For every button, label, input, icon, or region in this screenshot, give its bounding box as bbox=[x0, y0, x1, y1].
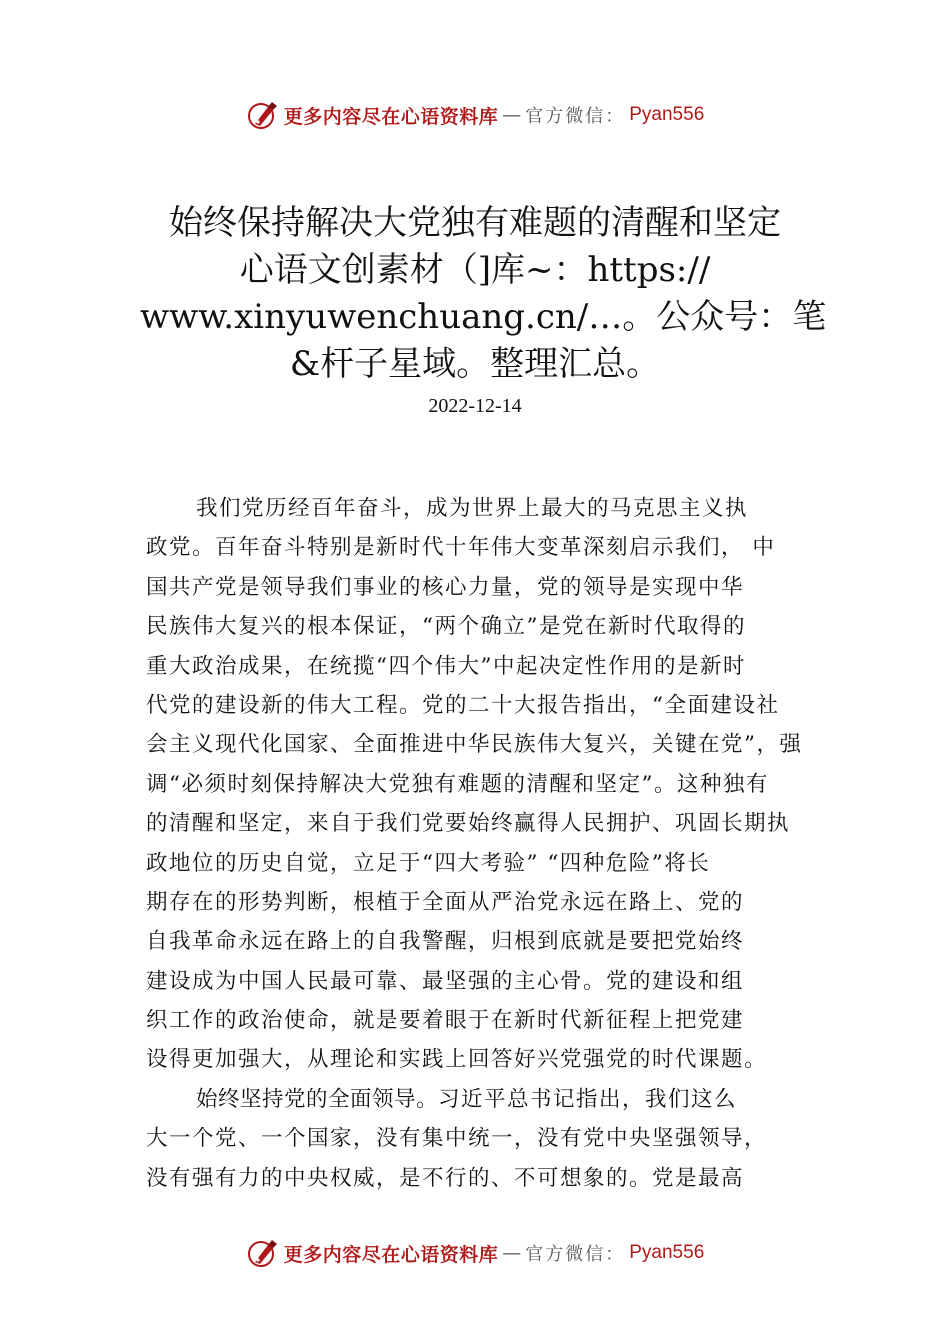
body-line: 设得更加强大，从理论和实践上回答好兴党强党的时代课题。 bbox=[146, 1047, 768, 1073]
title-line: www.xinyuwenchuang.cn/…。公众号：笔 bbox=[140, 297, 827, 337]
body-line-text: 习近平总书记指出，我们这么 bbox=[438, 1086, 738, 1112]
body-line: 建设成为中国人民最可靠、最坚强的主心骨。党的建设和组 bbox=[146, 968, 745, 994]
document-title bbox=[140, 200, 827, 388]
body-line: 政党。百年奋斗特别是新时代十年伟大变革深刻启示我们， 中 bbox=[146, 535, 776, 561]
body-line: 民族伟大复兴的根本保证，“两个确立”是党在新时代取得的 bbox=[146, 614, 746, 640]
footer-watermark bbox=[0, 1233, 950, 1273]
title-line: 心语文创素材（]库~：https:// bbox=[239, 250, 711, 290]
brand-text: 更多内容尽在心语资料库 bbox=[283, 1243, 499, 1266]
header-watermark bbox=[0, 95, 950, 135]
brand-text: 更多内容尽在心语资料库 bbox=[283, 105, 499, 128]
body-line: 政地位的历史自觉，立足于“四大考验” “四种危险”将长 bbox=[146, 850, 711, 876]
banner-dash: — bbox=[502, 104, 522, 126]
title-line: 始终保持解决大党独有难题的清醒和坚定 bbox=[169, 203, 781, 243]
wechat-id: Pyan556 bbox=[629, 1242, 705, 1263]
pen-nib-icon bbox=[246, 98, 280, 132]
body-line: 织工作的政治使命，就是要着眼于在新时代新征程上把党建 bbox=[146, 1008, 745, 1034]
body-line: 自我革命永远在路上的自我警醒，归根到底就是要把党始终 bbox=[146, 929, 745, 955]
banner-dash: — bbox=[502, 1242, 522, 1264]
wechat-label: 官方微信： bbox=[525, 106, 626, 127]
title-line: &杆子星域。整理汇总。 bbox=[289, 344, 661, 384]
document-date: 2022-12-14 bbox=[428, 395, 522, 417]
body-line: 调“必须时刻保持解决大党独有难题的清醒和坚定”。这种独有 bbox=[146, 771, 769, 797]
wechat-label: 官方微信： bbox=[525, 1244, 626, 1265]
pen-nib-icon bbox=[246, 1236, 280, 1270]
body-line: 的清醒和坚定，来自于我们党要始终赢得人民拥护、巩固长期执 bbox=[146, 811, 791, 837]
body-line: 我们党历经百年奋斗，成为世界上最大的马克思主义执 bbox=[196, 496, 749, 521]
body-line: 大一个党、一个国家，没有集中统一，没有党中央坚强领导， bbox=[146, 1126, 768, 1152]
body-line: 国共产党是领导我们事业的核心力量，党的领导是实现中华 bbox=[146, 574, 745, 600]
body-line: 重大政治成果，在统揽“四个伟大”中起决定性作用的是新时 bbox=[146, 653, 746, 679]
body-line: 代党的建设新的伟大工程。党的二十大报告指出，“全面建设社 bbox=[146, 692, 780, 718]
body-line: 期存在的形势判断，根植于全面从严治党永远在路上、党的 bbox=[146, 889, 745, 915]
body-line bbox=[146, 1080, 821, 1119]
body-line: 会主义现代化国家、全面推进中华民族伟大复兴，关键在党”，强 bbox=[146, 732, 803, 758]
section-heading: 始终坚持党的全面领导。 bbox=[196, 1086, 439, 1112]
wechat-id: Pyan556 bbox=[629, 104, 705, 125]
body-line: 没有强有力的中央权威，是不行的、不可想象的。党是最高 bbox=[146, 1165, 745, 1191]
document-body bbox=[146, 489, 821, 1198]
